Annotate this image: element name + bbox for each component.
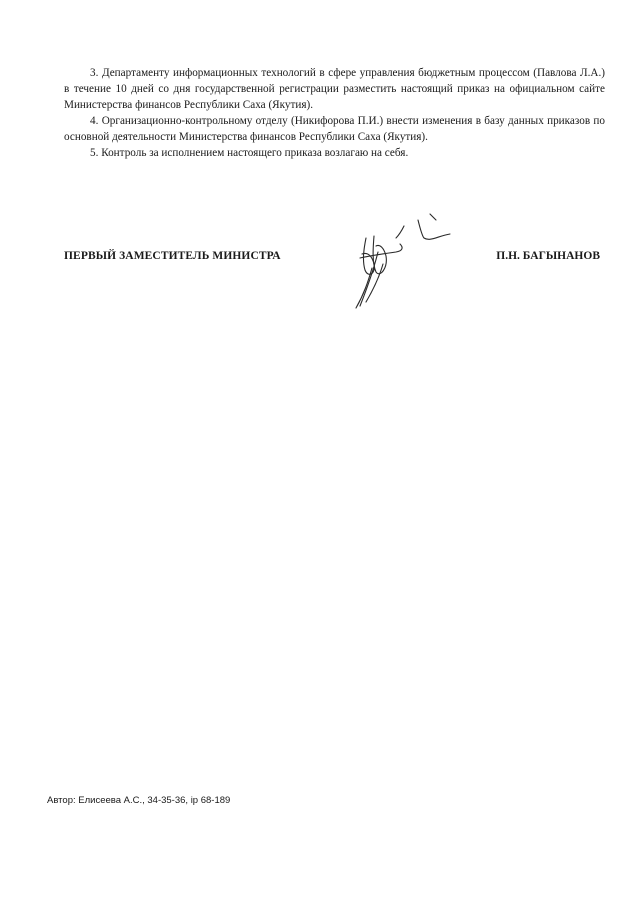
signatory-title: ПЕРВЫЙ ЗАМЕСТИТЕЛЬ МИНИСТРА: [64, 250, 281, 262]
paragraph-4: 4. Организационно-контрольному отделу (Никифорова П.И.) внести изменения в базу данных приказов по основной деятельности Министерства финансов Республики Саха (Якутия).: [64, 115, 605, 143]
document-body: [64, 65, 605, 161]
signatory-name: П.Н. БАГЫНАНОВ: [496, 250, 600, 262]
author-note: Автор: Елисеева А.С., 34-35-36, ip 68-189: [47, 795, 231, 806]
paragraph-3: 3. Департаменту информационных технологий в сфере управления бюджетным процессом (Павлова Л.А.) в течение 10 дней со дня государственной регистрации разместить настоящий приказ на официальном сайте Министерства финансов Республики Саха (Якутия).: [64, 67, 605, 111]
signature-block: [64, 250, 600, 268]
paragraph-5: 5. Контроль за исполнением настоящего приказа возлагаю на себя.: [90, 147, 409, 159]
